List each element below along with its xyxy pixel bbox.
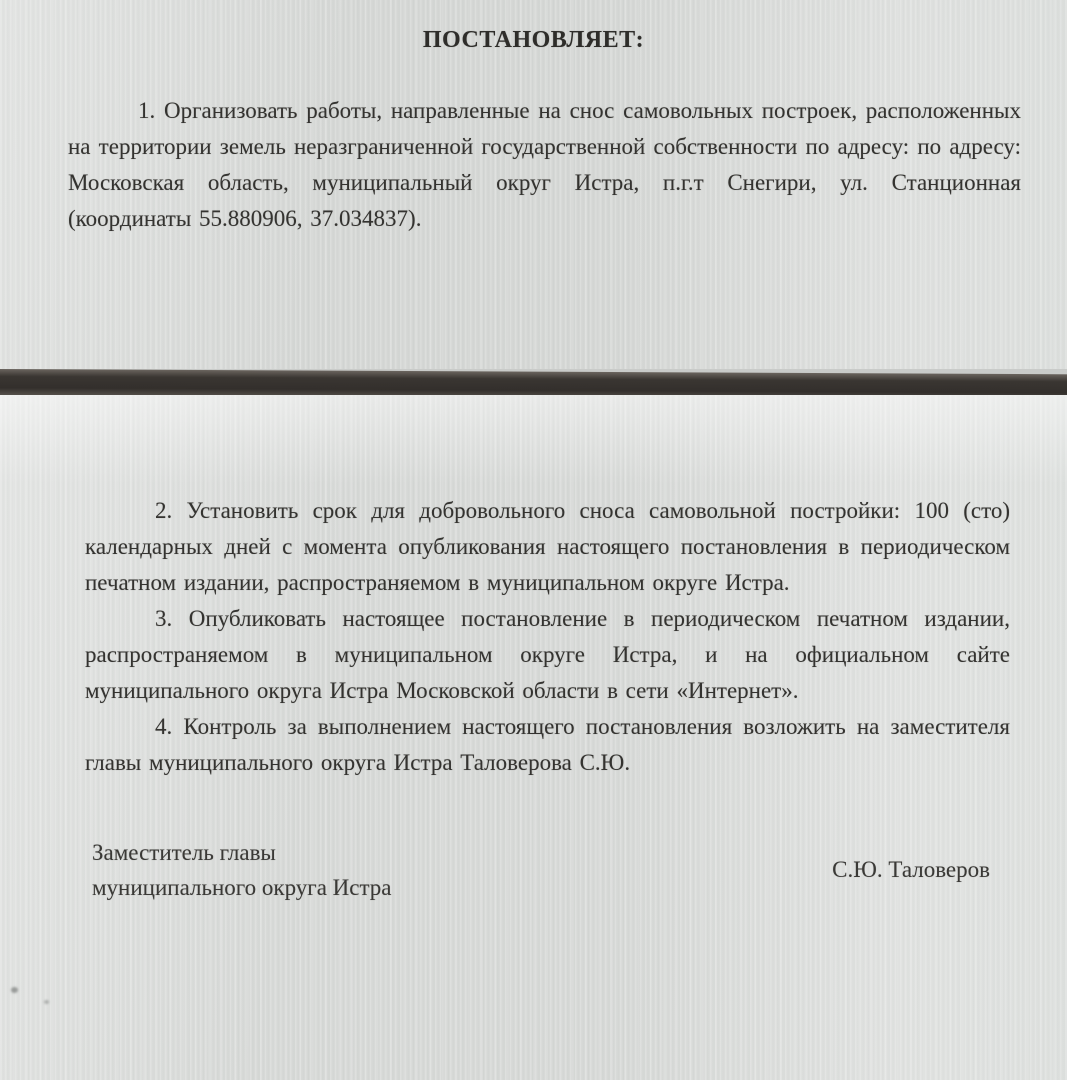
paragraph-3: 3. Опубликовать настоящее постановление в периодическом печатном издании, распространяемом в муниципальном округе Истра, и на официальном сайте муниципального округа Истра Московской области в сети «Интернет».: [85, 606, 1010, 703]
signature-position: [92, 835, 392, 905]
document-heading: ПОСТАНОВЛЯЕТ:: [422, 27, 645, 53]
paragraph-2: 2. Установить срок для добровольного сноса самовольной постройки: 100 (сто) календарных дней с момента опубликования настоящего постановления в периодическом печатном издании, распространяемом в муниципальном округе Истра.: [85, 498, 1010, 595]
signature-block: [92, 835, 990, 905]
page-2-body: [0, 395, 1067, 781]
signature-position-line-1: Заместитель главы: [92, 840, 276, 865]
document-page-1: [0, 0, 1067, 369]
paper-speck: [44, 1000, 49, 1004]
signature-name: С.Ю. Таловеров: [832, 857, 990, 882]
paragraph-1: 1. Организовать работы, направленные на снос самовольных построек, расположенных на территории земель неразграниченной государственной собственности по адресу: по адресу: Московская область, муниципальный округ Истра, п.г.т Снегири, ул. Станционная (координаты 55.880906, 37.034837).: [68, 98, 1021, 231]
paper-speck: [11, 987, 18, 993]
document-page-2: [0, 395, 1067, 1080]
signature-position-line-2: муниципального округа Истра: [92, 875, 392, 900]
paragraph-4: 4. Контроль за выполнением настоящего постановления возложить на заместителя главы муниципального округа Истра Таловерова С.Ю.: [85, 714, 1010, 775]
